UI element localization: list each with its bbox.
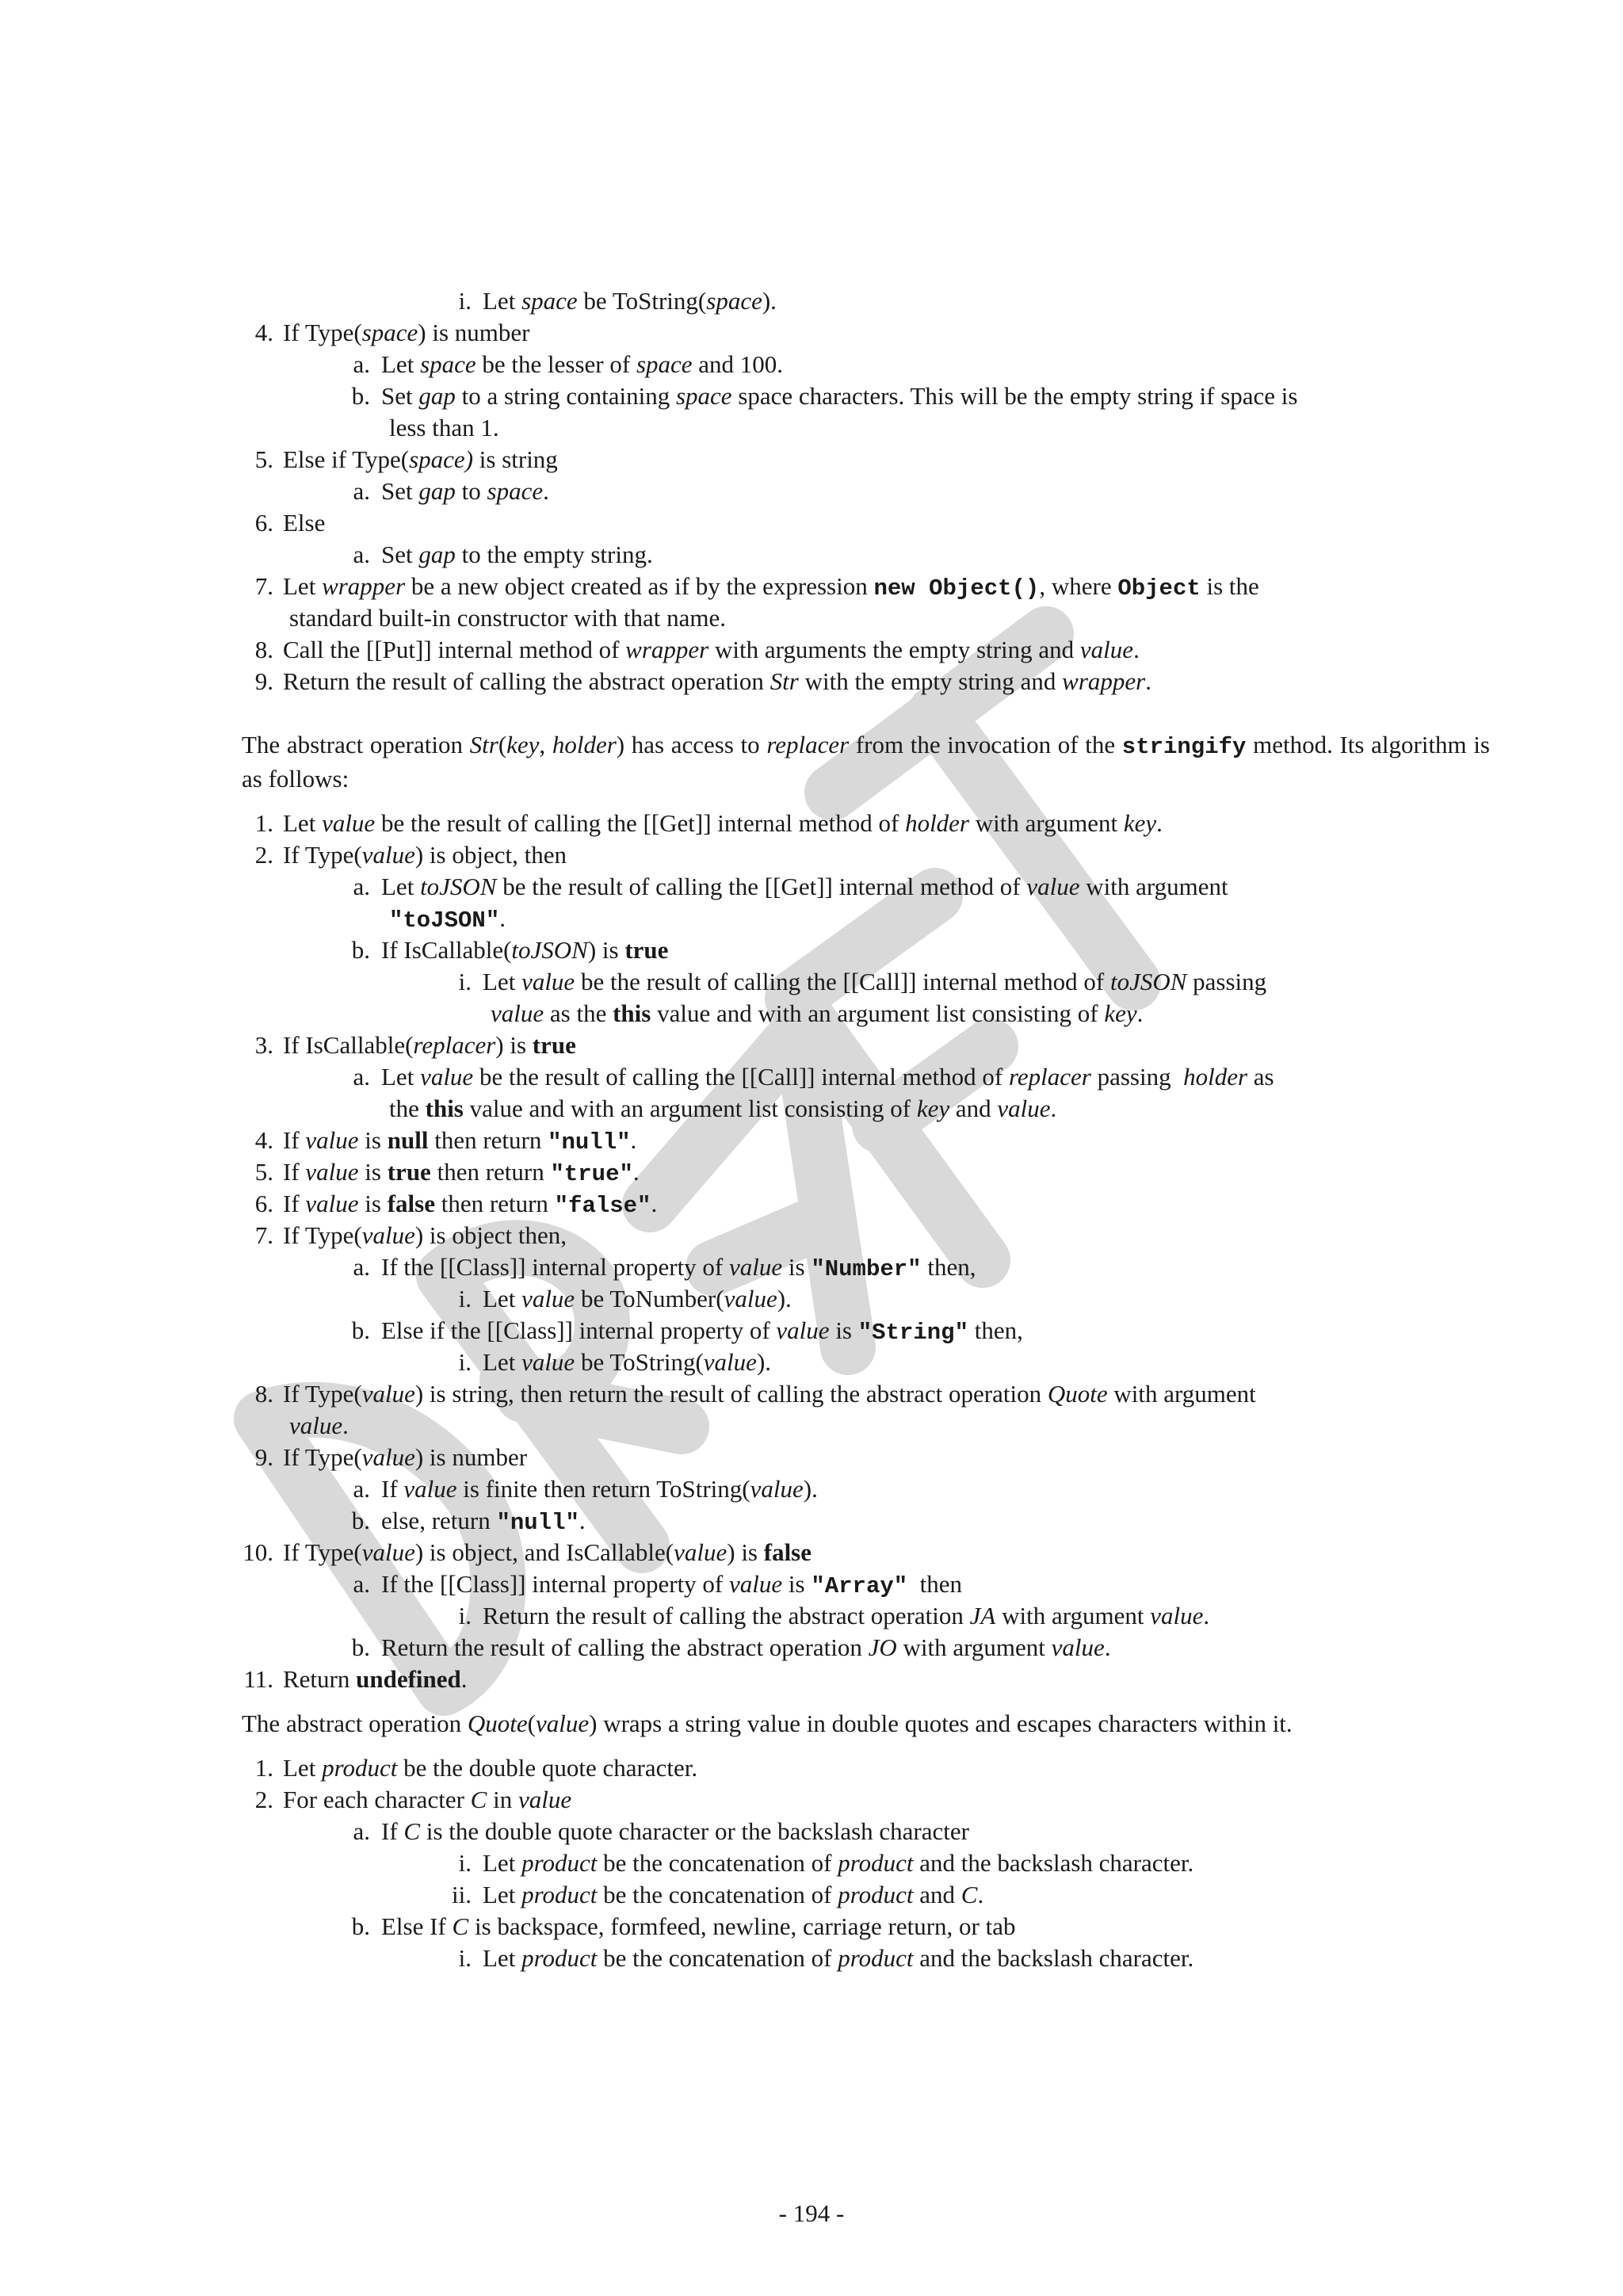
step-t8 <box>242 1378 1490 1410</box>
step-number: 11. <box>243 1665 273 1693</box>
step-text: Let product be the concatenation of product and the backslash character. <box>483 1944 1194 1972</box>
step-t9a <box>242 1473 1490 1505</box>
step-text: Let value be the result of calling the [[Get]] internal method of holder with argument key. <box>283 809 1163 837</box>
step-number: b. <box>351 1316 370 1344</box>
step-number: a. <box>353 541 370 568</box>
step-s6a <box>242 539 1490 571</box>
step-q2aii <box>242 1879 1490 1911</box>
step-number: 5. <box>254 445 273 473</box>
step-number: b. <box>351 1633 370 1661</box>
step-number: 4. <box>254 319 273 346</box>
step-number: 4. <box>254 1126 273 1154</box>
step-s4 <box>242 317 1490 349</box>
step-t10ai <box>242 1600 1490 1632</box>
step-text: If Type(value) is object then, <box>283 1221 567 1249</box>
step-s4a <box>242 349 1490 380</box>
step-q2ai <box>242 1847 1490 1879</box>
step-number: 10. <box>242 1538 273 1566</box>
str-algorithm-steps <box>242 808 1490 1695</box>
step-number: a. <box>353 1063 370 1091</box>
step-s4b <box>242 380 1490 412</box>
step-t7a <box>242 1251 1490 1283</box>
step-text: If the [[Class]] internal property of value is "Number" then, <box>381 1253 976 1282</box>
step-text: Else If C is backspace, formfeed, newline, carriage return, or tab <box>381 1912 1016 1940</box>
step-number: i. <box>458 1602 472 1629</box>
step-text: Else if Type(space) is string <box>283 445 558 473</box>
step-text: If IsCallable(replacer) is true <box>283 1031 576 1059</box>
step-t3a-continuation: the this value and with an argument list consisting of key and value. <box>389 1095 1057 1122</box>
step-number: 7. <box>254 1221 273 1249</box>
step-t3a <box>242 1061 1490 1093</box>
step-s9 <box>242 666 1490 697</box>
step-text: For each character C in value <box>283 1786 572 1813</box>
step-number: i. <box>458 287 472 315</box>
step-number: 6. <box>254 1190 273 1217</box>
step-s8 <box>242 634 1490 666</box>
step-text: Else <box>283 509 326 537</box>
step-t11 <box>242 1664 1490 1695</box>
step-text: If the [[Class]] internal property of value is "Array" then <box>381 1570 963 1599</box>
step-t10a <box>242 1568 1490 1600</box>
step-text: If Type(value) is object, then <box>283 841 567 869</box>
step-t9b <box>242 1505 1490 1537</box>
step-text: Let value be the result of calling the [[Call]] internal method of replacer passing holder as <box>381 1063 1274 1091</box>
step-text: If value is finite then return ToString(value). <box>381 1475 818 1503</box>
step-t10 <box>242 1537 1490 1568</box>
step-text: Set gap to space. <box>381 477 549 505</box>
step-text: If Type(value) is string, then return the result of calling the abstract operation Quote with argument <box>283 1380 1256 1408</box>
step-number: ii. <box>452 1881 472 1908</box>
step-text: If Type(space) is number <box>283 319 530 346</box>
step-q2 <box>242 1784 1490 1816</box>
step-number: a. <box>353 477 370 505</box>
step-number: 1. <box>254 809 273 837</box>
step-text: else, return "null". <box>381 1507 586 1536</box>
step-text: If value is null then return "null". <box>283 1126 637 1156</box>
step-number: 8. <box>254 1380 273 1408</box>
stringify-steps-continued <box>242 285 1490 697</box>
step-s7-continuation: standard built-in constructor with that name. <box>289 604 726 632</box>
step-number: i. <box>458 968 472 995</box>
step-text: If value is false then return "false". <box>283 1190 658 1219</box>
step-pre-i <box>242 285 1490 317</box>
step-text: Let product be the concatenation of product and C. <box>483 1881 984 1908</box>
step-text: Let toJSON be the result of calling the [[Get]] internal method of value with argument <box>381 873 1228 900</box>
step-number: a. <box>353 1253 370 1281</box>
step-s7 <box>242 571 1490 602</box>
step-text: Return the result of calling the abstract operation JO with argument value. <box>381 1633 1111 1661</box>
step-t7bi <box>242 1347 1490 1378</box>
step-q2b <box>242 1911 1490 1943</box>
step-number: 7. <box>254 572 273 600</box>
step-s5a <box>242 476 1490 507</box>
step-text: Let space be ToString(space). <box>483 287 777 315</box>
step-s5 <box>242 444 1490 476</box>
step-t8-continuation: value. <box>289 1412 349 1439</box>
step-t4 <box>242 1125 1490 1156</box>
step-number: i. <box>458 1285 472 1312</box>
page-number: - 194 - <box>778 2199 845 2227</box>
step-text: Let value be ToNumber(value). <box>483 1285 792 1312</box>
step-text: Let value be the result of calling the [[Call]] internal method of toJSON passing <box>483 968 1267 995</box>
step-number: 9. <box>254 1443 273 1471</box>
quote-operation-intro: The abstract operation Quote(value) wraps a string value in double quotes and escapes characters within it. <box>242 1710 1293 1737</box>
step-number: b. <box>351 382 370 410</box>
step-t7 <box>242 1220 1490 1251</box>
step-text: Let product be the concatenation of product and the backslash character. <box>483 1849 1194 1877</box>
step-t7ai <box>242 1283 1490 1315</box>
step-text: Call the [[Put]] internal method of wrapper with arguments the empty string and value. <box>283 636 1140 663</box>
step-text: If Type(value) is number <box>283 1443 528 1471</box>
step-number: 2. <box>254 1786 273 1813</box>
step-number: i. <box>458 1944 472 1972</box>
step-number: b. <box>351 1507 370 1534</box>
step-s4b-continuation: less than 1. <box>389 414 499 441</box>
step-t7b <box>242 1315 1490 1347</box>
step-text: Else if the [[Class]] internal property of value is "String" then, <box>381 1316 1023 1346</box>
step-t1 <box>242 808 1490 839</box>
step-number: b. <box>351 936 370 964</box>
step-text: If IsCallable(toJSON) is true <box>381 936 669 964</box>
step-number: a. <box>353 350 370 378</box>
step-number: a. <box>353 873 370 900</box>
step-text: Set gap to a string containing space space characters. This will be the empty string if space is <box>381 382 1298 410</box>
step-number: a. <box>353 1570 370 1598</box>
str-operation-intro: The abstract operation Str(key, holder) has access to replacer from the invocation of the stringify method. Its algorithm is as follows: <box>242 731 1490 793</box>
step-t10b <box>242 1632 1490 1664</box>
step-t2a <box>242 871 1490 903</box>
step-s6 <box>242 507 1490 539</box>
step-q2bi <box>242 1943 1490 1974</box>
step-text: Let space be the lesser of space and 100. <box>381 350 784 378</box>
step-q1 <box>242 1752 1490 1784</box>
document-content <box>242 285 1490 1974</box>
step-number: 6. <box>254 509 273 537</box>
step-text: Return the result of calling the abstract operation JA with argument value. <box>483 1602 1210 1629</box>
step-number: b. <box>351 1912 370 1940</box>
step-t5 <box>242 1156 1490 1188</box>
step-t2 <box>242 839 1490 871</box>
step-text: Return undefined. <box>283 1665 468 1693</box>
step-text: Let value be ToString(value). <box>483 1348 772 1376</box>
step-number: 8. <box>254 636 273 663</box>
step-text: Return the result of calling the abstract operation Str with the empty string and wrapper. <box>283 667 1151 695</box>
step-number: i. <box>458 1348 472 1376</box>
quote-algorithm-steps <box>242 1752 1490 1974</box>
step-text: Let wrapper be a new object created as if by the expression new Object(), where Object is the <box>283 572 1259 602</box>
step-text: If Type(value) is object, and IsCallable(value) is false <box>283 1538 812 1566</box>
step-text: If C is the double quote character or the backslash character <box>381 1817 969 1845</box>
step-t2a-continuation: "toJSON". <box>389 904 506 934</box>
step-number: i. <box>458 1849 472 1877</box>
step-text: Set gap to the empty string. <box>381 541 653 568</box>
step-number: 2. <box>254 841 273 869</box>
step-number: 9. <box>254 667 273 695</box>
step-number: 5. <box>254 1158 273 1186</box>
step-text: Let product be the double quote character. <box>283 1754 698 1782</box>
step-number: a. <box>353 1817 370 1845</box>
step-t2bi <box>242 966 1490 998</box>
step-number: a. <box>353 1475 370 1503</box>
step-t3 <box>242 1030 1490 1061</box>
step-number: 1. <box>254 1754 273 1782</box>
step-number: 3. <box>254 1031 273 1059</box>
step-q2a <box>242 1816 1490 1847</box>
step-t2b <box>242 934 1490 966</box>
step-text: If value is true then return "true". <box>283 1158 640 1187</box>
step-t6 <box>242 1188 1490 1220</box>
step-t9 <box>242 1442 1490 1473</box>
step-t2bi-continuation: value as the this value and with an argument list consisting of key. <box>491 999 1144 1027</box>
